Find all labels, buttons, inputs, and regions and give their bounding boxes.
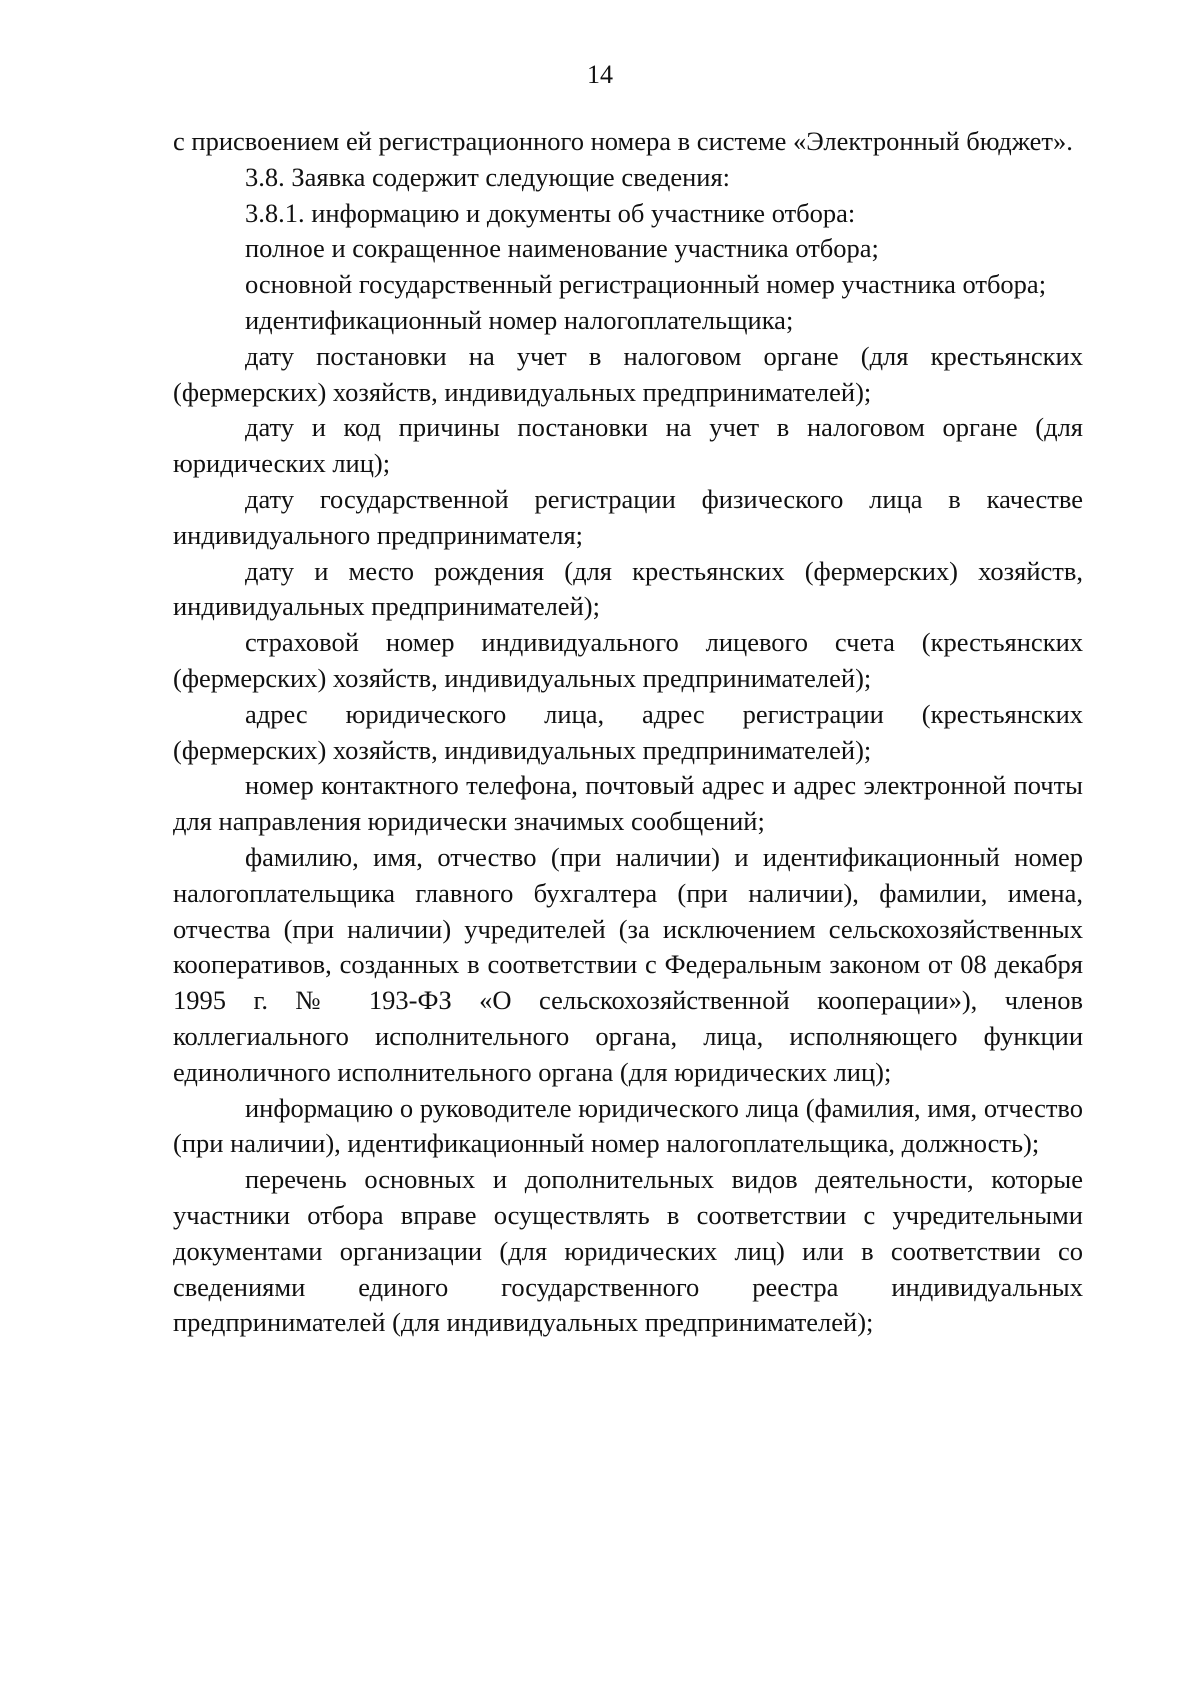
paragraph: информацию о руководителе юридического лица (фамилия, имя, отчество (при наличии), идентификационный номер налогоплательщика, должность); bbox=[173, 1092, 1083, 1159]
paragraph: номер контактного телефона, почтовый адрес и адрес электронной почты для направления юридически значимых сообщений; bbox=[173, 770, 1083, 837]
paragraph: полное и сокращенное наименование участника отбора; bbox=[245, 233, 879, 264]
paragraph: перечень основных и дополнительных видов деятельности, которые участники отбора вправе осуществлять в соответствии с учредительными документами организации (для юридических лиц) или в соответствии со сведениями единого государственного реестра индивидуальных предпринимателей (для индивидуальных предпринимателей); bbox=[173, 1164, 1083, 1338]
paragraph: дату и место рождения (для крестьянских (фермерских) хозяйств, индивидуальных предпринимателей); bbox=[173, 555, 1083, 622]
paragraph: основной государственный регистрационный номер участника отбора; bbox=[245, 269, 1047, 300]
paragraph: фамилию, имя, отчество (при наличии) и идентификационный номер налогоплательщика главного бухгалтера (при наличии), фамилии, имена, отчества (при наличии) учредителей (за исключением сельскохозяйственных кооперативов, созданных в соответствии с Федеральным законом от 08 декабря 1995 г. № 193-ФЗ «О сельскохозяйственной кооперации»), членов коллегиального исполнительного органа, лица, исполняющего функции единоличного исполнительного органа (для юридических лиц); bbox=[173, 841, 1083, 1087]
paragraph: дату постановки на учет в налоговом органе (для крестьянских (фермерских) хозяйств, индивидуальных предпринимателей); bbox=[173, 340, 1083, 407]
paragraph: дату государственной регистрации физического лица в качестве индивидуального предпринимателя; bbox=[173, 483, 1083, 550]
paragraph: дату и код причины постановки на учет в налоговом органе (для юридических лиц); bbox=[173, 412, 1083, 479]
paragraph: с присвоением ей регистрационного номера в системе «Электронный бюджет». bbox=[173, 126, 1073, 156]
paragraph: адрес юридического лица, адрес регистрации (крестьянских (фермерских) хозяйств, индивидуальных предпринимателей); bbox=[173, 698, 1083, 765]
document-body bbox=[173, 124, 1083, 1341]
paragraph: идентификационный номер налогоплательщика; bbox=[245, 304, 794, 335]
page-number: 14 bbox=[587, 60, 613, 89]
paragraph: 3.8. Заявка содержит следующие сведения: bbox=[245, 161, 731, 192]
paragraph: страховой номер индивидуального лицевого счета (крестьянских (фермерских) хозяйств, индивидуальных предпринимателей); bbox=[173, 627, 1083, 693]
paragraph: 3.8.1. информацию и документы об участнике отбора: bbox=[245, 197, 856, 228]
